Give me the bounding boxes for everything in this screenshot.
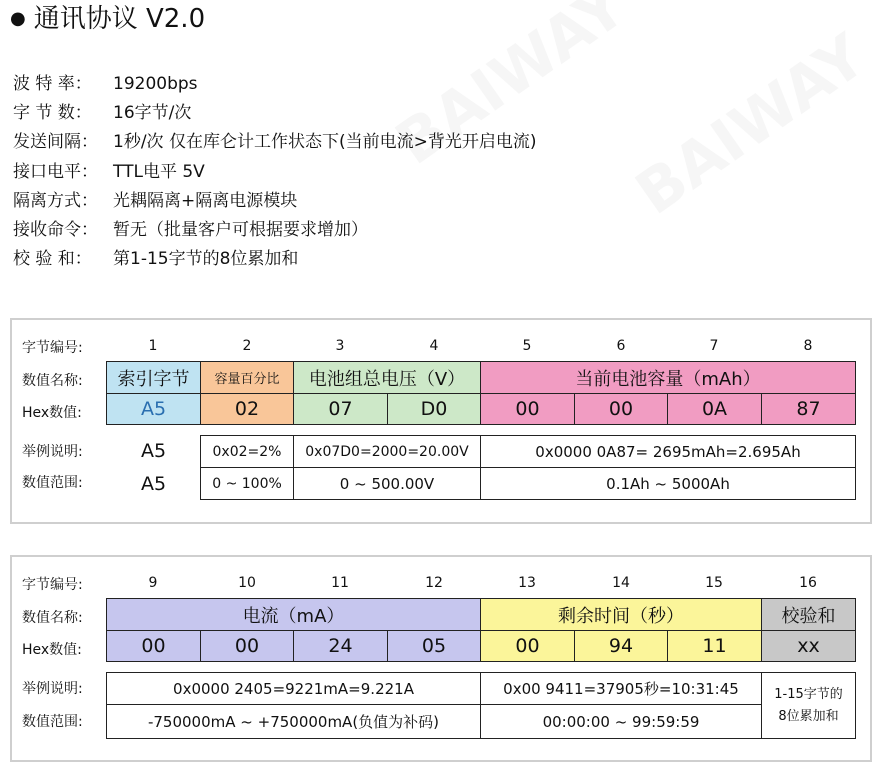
example-index: A5: [140, 440, 167, 462]
spec-row: [13, 187, 536, 216]
hex-value: 02: [200, 393, 294, 425]
spec-value: TTL电平 5V: [113, 161, 205, 182]
row-label-range: 数值范围:: [22, 714, 83, 730]
spec-value: 16字节/次: [113, 103, 192, 124]
spec-value: 19200bps: [113, 74, 198, 94]
byte-number: 8: [803, 338, 813, 354]
hex-value: D0: [387, 393, 481, 425]
byte-number: 14: [612, 575, 630, 591]
byte-number: 3: [335, 338, 345, 354]
byte-number: 13: [518, 575, 536, 591]
checksum-note-line: 8位累加和: [778, 708, 839, 724]
example-capacity: 0x0000 0A87= 2695mAh=2.695Ah: [480, 435, 856, 468]
spec-value: 暂无（批量客户可根据要求增加）: [113, 219, 368, 240]
field-name-remaining: 剩余时间（秒）: [480, 598, 762, 631]
hex-value: 00: [480, 630, 575, 662]
spec-value: 第1-15字节的8位累加和: [113, 249, 299, 270]
spec-label: 接口电平：: [13, 161, 98, 182]
row-label-byte-no: 字节编号:: [22, 340, 83, 356]
hex-value: xx: [761, 630, 856, 662]
spec-label: 隔离方式：: [13, 190, 98, 211]
example-percent: 0x02=2%: [200, 435, 294, 468]
spec-label: 字 节 数：: [13, 103, 92, 124]
hex-value: 00: [480, 393, 575, 425]
hex-value: 24: [293, 630, 388, 662]
row-label-range: 数值范围:: [22, 475, 83, 491]
hex-value: 00: [106, 630, 201, 662]
spec-row: [13, 128, 536, 157]
spec-row: [13, 245, 536, 274]
spec-row: [13, 216, 536, 245]
spec-list: [13, 70, 536, 274]
row-label-example: 举例说明:: [22, 681, 83, 697]
hex-value: 05: [387, 630, 481, 662]
spec-label: 发送间隔：: [13, 132, 98, 153]
byte-number: 6: [616, 338, 626, 354]
hex-value: 00: [574, 393, 668, 425]
range-remaining: 00:00:00 ~ 99:59:59: [480, 704, 762, 739]
hex-value: 00: [200, 630, 294, 662]
hex-value: 94: [574, 630, 668, 662]
field-name-current: 电流（mA）: [106, 598, 481, 631]
byte-number: 10: [238, 575, 256, 591]
bullet-icon: ●: [10, 8, 26, 29]
spec-row: [13, 99, 536, 128]
spec-label: 接收命令：: [13, 219, 98, 240]
range-current: -750000mA ~ +750000mA(负值为补码): [106, 704, 481, 739]
row-label-hex: Hex数值:: [22, 405, 82, 421]
row-label-name: 数值名称:: [22, 373, 83, 389]
byte-number: 9: [148, 575, 158, 591]
hex-value: A5: [106, 393, 201, 425]
field-name-checksum: 校验和: [761, 598, 856, 631]
byte-number: 5: [522, 338, 532, 354]
field-name-percent: 容量百分比: [200, 361, 294, 394]
row-label-name: 数值名称:: [22, 610, 83, 626]
example-voltage: 0x07D0=2000=20.00V: [293, 435, 481, 468]
range-capacity: 0.1Ah ~ 5000Ah: [480, 467, 856, 500]
row-label-hex: Hex数值:: [22, 642, 82, 658]
protocol-table-2: [10, 555, 872, 762]
byte-number: 2: [242, 338, 252, 354]
checksum-note: [761, 672, 856, 739]
byte-number: 11: [331, 575, 349, 591]
byte-number: 7: [709, 338, 719, 354]
spec-label: 波 特 率：: [13, 74, 92, 94]
spec-value: 1秒/次 仅在库仑计工作状态下(当前电流>背光开启电流): [113, 132, 537, 153]
row-label-byte-no: 字节编号:: [22, 577, 83, 593]
hex-value: 07: [293, 393, 388, 425]
checksum-note-line: 1-15字节的: [774, 686, 843, 702]
hex-value: 87: [761, 393, 856, 425]
watermark: [624, 21, 879, 229]
byte-number: 16: [799, 575, 817, 591]
protocol-table-1: [10, 318, 872, 524]
hex-value: 0A: [667, 393, 762, 425]
byte-number: 1: [148, 338, 158, 354]
example-remaining: 0x00 9411=37905秒=10:31:45: [480, 672, 762, 705]
example-current: 0x0000 2405=9221mA=9.221A: [106, 672, 481, 705]
spec-row: [13, 70, 536, 99]
byte-number: 4: [429, 338, 439, 354]
hex-value: 11: [667, 630, 762, 662]
byte-number: 15: [705, 575, 723, 591]
range-voltage: 0 ~ 500.00V: [293, 467, 481, 500]
page-title: ● 通讯协议 V2.0: [10, 4, 206, 34]
field-name-capacity: 当前电池容量（mAh）: [480, 361, 856, 394]
spec-label: 校 验 和：: [13, 249, 92, 270]
spec-row: [13, 158, 536, 187]
field-name-voltage: 电池组总电压（V）: [293, 361, 481, 394]
range-percent: 0 ~ 100%: [200, 467, 294, 500]
byte-number: 12: [425, 575, 443, 591]
field-name-index: 索引字节: [106, 361, 201, 394]
range-index: A5: [140, 473, 167, 495]
row-label-example: 举例说明:: [22, 444, 83, 460]
spec-value: 光耦隔离+隔离电源模块: [113, 190, 298, 211]
